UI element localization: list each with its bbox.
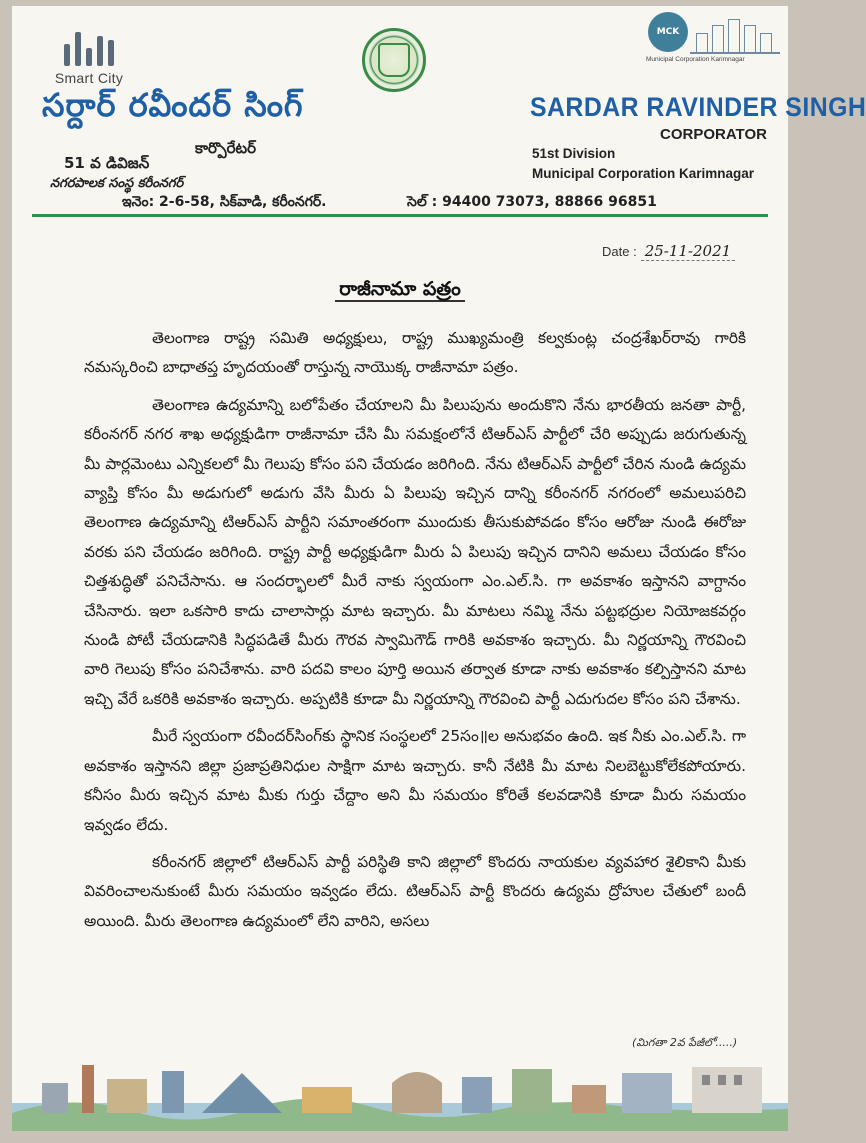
division-english: 51st Division bbox=[532, 146, 616, 161]
letter-page bbox=[12, 6, 866, 1131]
mck-circle-icon: MCK bbox=[648, 12, 688, 52]
name-telugu: సర్దార్ రవీందర్ సింగ్ bbox=[42, 86, 304, 124]
continued-note: (మిగతా 2వ పేజీలో.....) bbox=[632, 1036, 738, 1049]
date-value: 25-11-2021 bbox=[641, 242, 735, 261]
paragraph: మీరే స్వయంగా రవీందర్‌సింగ్‌కు స్థానిక సంస్థలలో 25సం॥ల అనుభవం ఉంది. ఇక నీకు ఎం.ఎల్.సి. గా అవకాశం ఇస్తానని జిల్లా ప్రజాప్రతినిధుల సాక్షిగా మాట ఇచ్చారు. కానీ నేటికి మీ మాట నిలబెట్టుకోలేకపోయారు. కనీసం మీరు ఇచ్చిన మాట మీకు గుర్తు చేద్దాం అని మీ సమయం కోరితే కలవడానికి కూడా మీరు సమయం ఇవ్వడం లేదు. bbox=[84, 727, 746, 834]
role-telugu: కార్పొరేటర్ bbox=[195, 139, 257, 157]
smart-city-label: Smart City bbox=[54, 70, 124, 86]
letterhead bbox=[12, 6, 866, 218]
skyline-illustration-icon bbox=[12, 1043, 788, 1131]
date-label: Date : bbox=[602, 244, 637, 259]
paragraph: కరీంనగర్ జిల్లాలో టిఆర్ఎస్ పార్టీ పరిస్థితి కాని జిల్లాలో కొందరు నాయకుల వ్యవహార శైలికాని మీకు వివరించాలనుకుంటే మీరు సమయం ఇవ్వడం లేదు. టిఆర్ఎస్ పార్టీ కొందరు ఉద్యమ ద్రోహుల చేతులో బందీ అయింది. మీరు తెలంగాణ ఉద్యమంలో లేని వారిని, అసలు bbox=[84, 852, 746, 930]
date-line bbox=[602, 242, 735, 260]
paragraph: తెలంగాణ ఉద్యమాన్ని బలోపేతం చేయాలని మీ పిలుపును అందుకొని నేను భారతీయ జనతా పార్టీ, కరీంనగర్ నగర శాఖ అధ్యక్షుడిగా రాజీనామా చేసి మీ సమక్షంలోనే టిఆర్ఎస్ పార్టీలో చేరి అప్పుడు జరుగుతున్న మీ పార్లమెంటు ఎన్నికలలో మీ గెలుపు కోసం పని చేయడం జరిగింది. నేను టిఆర్ఎస్ పార్టీలో చేరిన నుండి ఉద్యమ వ్యాప్తి కోసం మీ అడుగులో అడుగు వేసి మీరు ఏ పిలుపు ఇచ్చిన దాన్ని కరీంనగర్ నగరంలో అమలుపరిచి తెలంగాణ ఉద్యమాన్ని టిఆర్ఎస్ పార్టీని సమాంతరంగా ముందుకు తీసుకుపోవడం కోసం ఆరోజు నుండి ఈరోజు వరకు పని చేయడం జరిగింది. రాష్ట్ర పార్టీ అధ్యక్షుడిగా మీరు ఏ పిలుపు ఇచ్చిన దానిని అమలు చేయడం కోసం చిత్తశుద్ధితో పనిచేసాను. ఆ సందర్భాలలో మీరే నాకు స్వయంగా ఎం.ఎల్.సి. గా అవకాశం ఇస్తానని వాగ్దానం చేసినారు. ఇలా ఒకసారి కాదు చాలాసార్లు మాట ఇచ్చారు. మీ మాటలు నమ్మి నేను పట్టభద్రుల నియోజకవర్గం నుండి పోటీ చేయడానికి సిద్ధపడితే మీరు గౌరవ స్వామిగౌడ్ గారికి అవకాశం ఇచ్చారు. మీ నిర్ణయాన్ని గౌరవించి వారి గెలుపు కోసం పనిచేశాను. వారి పదవి కాలం పూర్తి అయిన తర్వాత కూడా నాకు అవకాశం కల్పిస్తానని మాట ఇచ్చి వేరే ఒకరికి అవకాశం ఇచ్చారు. అప్పటికి కూడా మీ నిర్ణయాన్ని గౌరవించి పార్టీ ఎదుగుదల కోసం పని చేశాను. bbox=[84, 395, 746, 708]
mck-logo bbox=[638, 12, 784, 63]
municipality-english: Municipal Corporation Karimnagar bbox=[532, 166, 755, 181]
letter-title-text: రాజీనామా పత్రం bbox=[335, 278, 465, 302]
header-divider bbox=[32, 214, 768, 217]
municipality-telugu: నగరపాలక సంస్థ కరీంనగర్ bbox=[50, 176, 184, 191]
letter-title bbox=[12, 278, 788, 305]
government-seal-icon bbox=[362, 28, 426, 92]
paragraph: తెలంగాణ రాష్ట్ర సమితి అధ్యక్షులు, రాష్ట్ర ముఖ్యమంత్రి కల్వకుంట్ల చంద్రశేఖర్‌రావు గారికి నమస్కరించి బాధాతప్త హృదయంతో రాస్తున్న నాయొక్క రాజీనామా పత్రం. bbox=[84, 329, 746, 377]
phone-numbers: సెల్ : 94400 73073, 88866 96851 bbox=[407, 194, 657, 210]
mck-caption: Municipal Corporation Karimnagar bbox=[646, 56, 745, 63]
letter-body bbox=[84, 324, 746, 944]
role-english: CORPORATOR bbox=[660, 126, 767, 143]
address: ఇనెం: 2-6-58, సిక్‌వాడి, కరీంనగర్. bbox=[122, 194, 327, 210]
building-icon bbox=[690, 18, 780, 54]
smart-city-logo bbox=[34, 28, 144, 86]
division-telugu: 51 వ డివిజన్ bbox=[64, 154, 150, 172]
smart-city-icon bbox=[34, 28, 144, 66]
city-skyline-footer bbox=[12, 1043, 788, 1131]
name-english: SARDAR RAVINDER SINGH bbox=[530, 92, 866, 122]
